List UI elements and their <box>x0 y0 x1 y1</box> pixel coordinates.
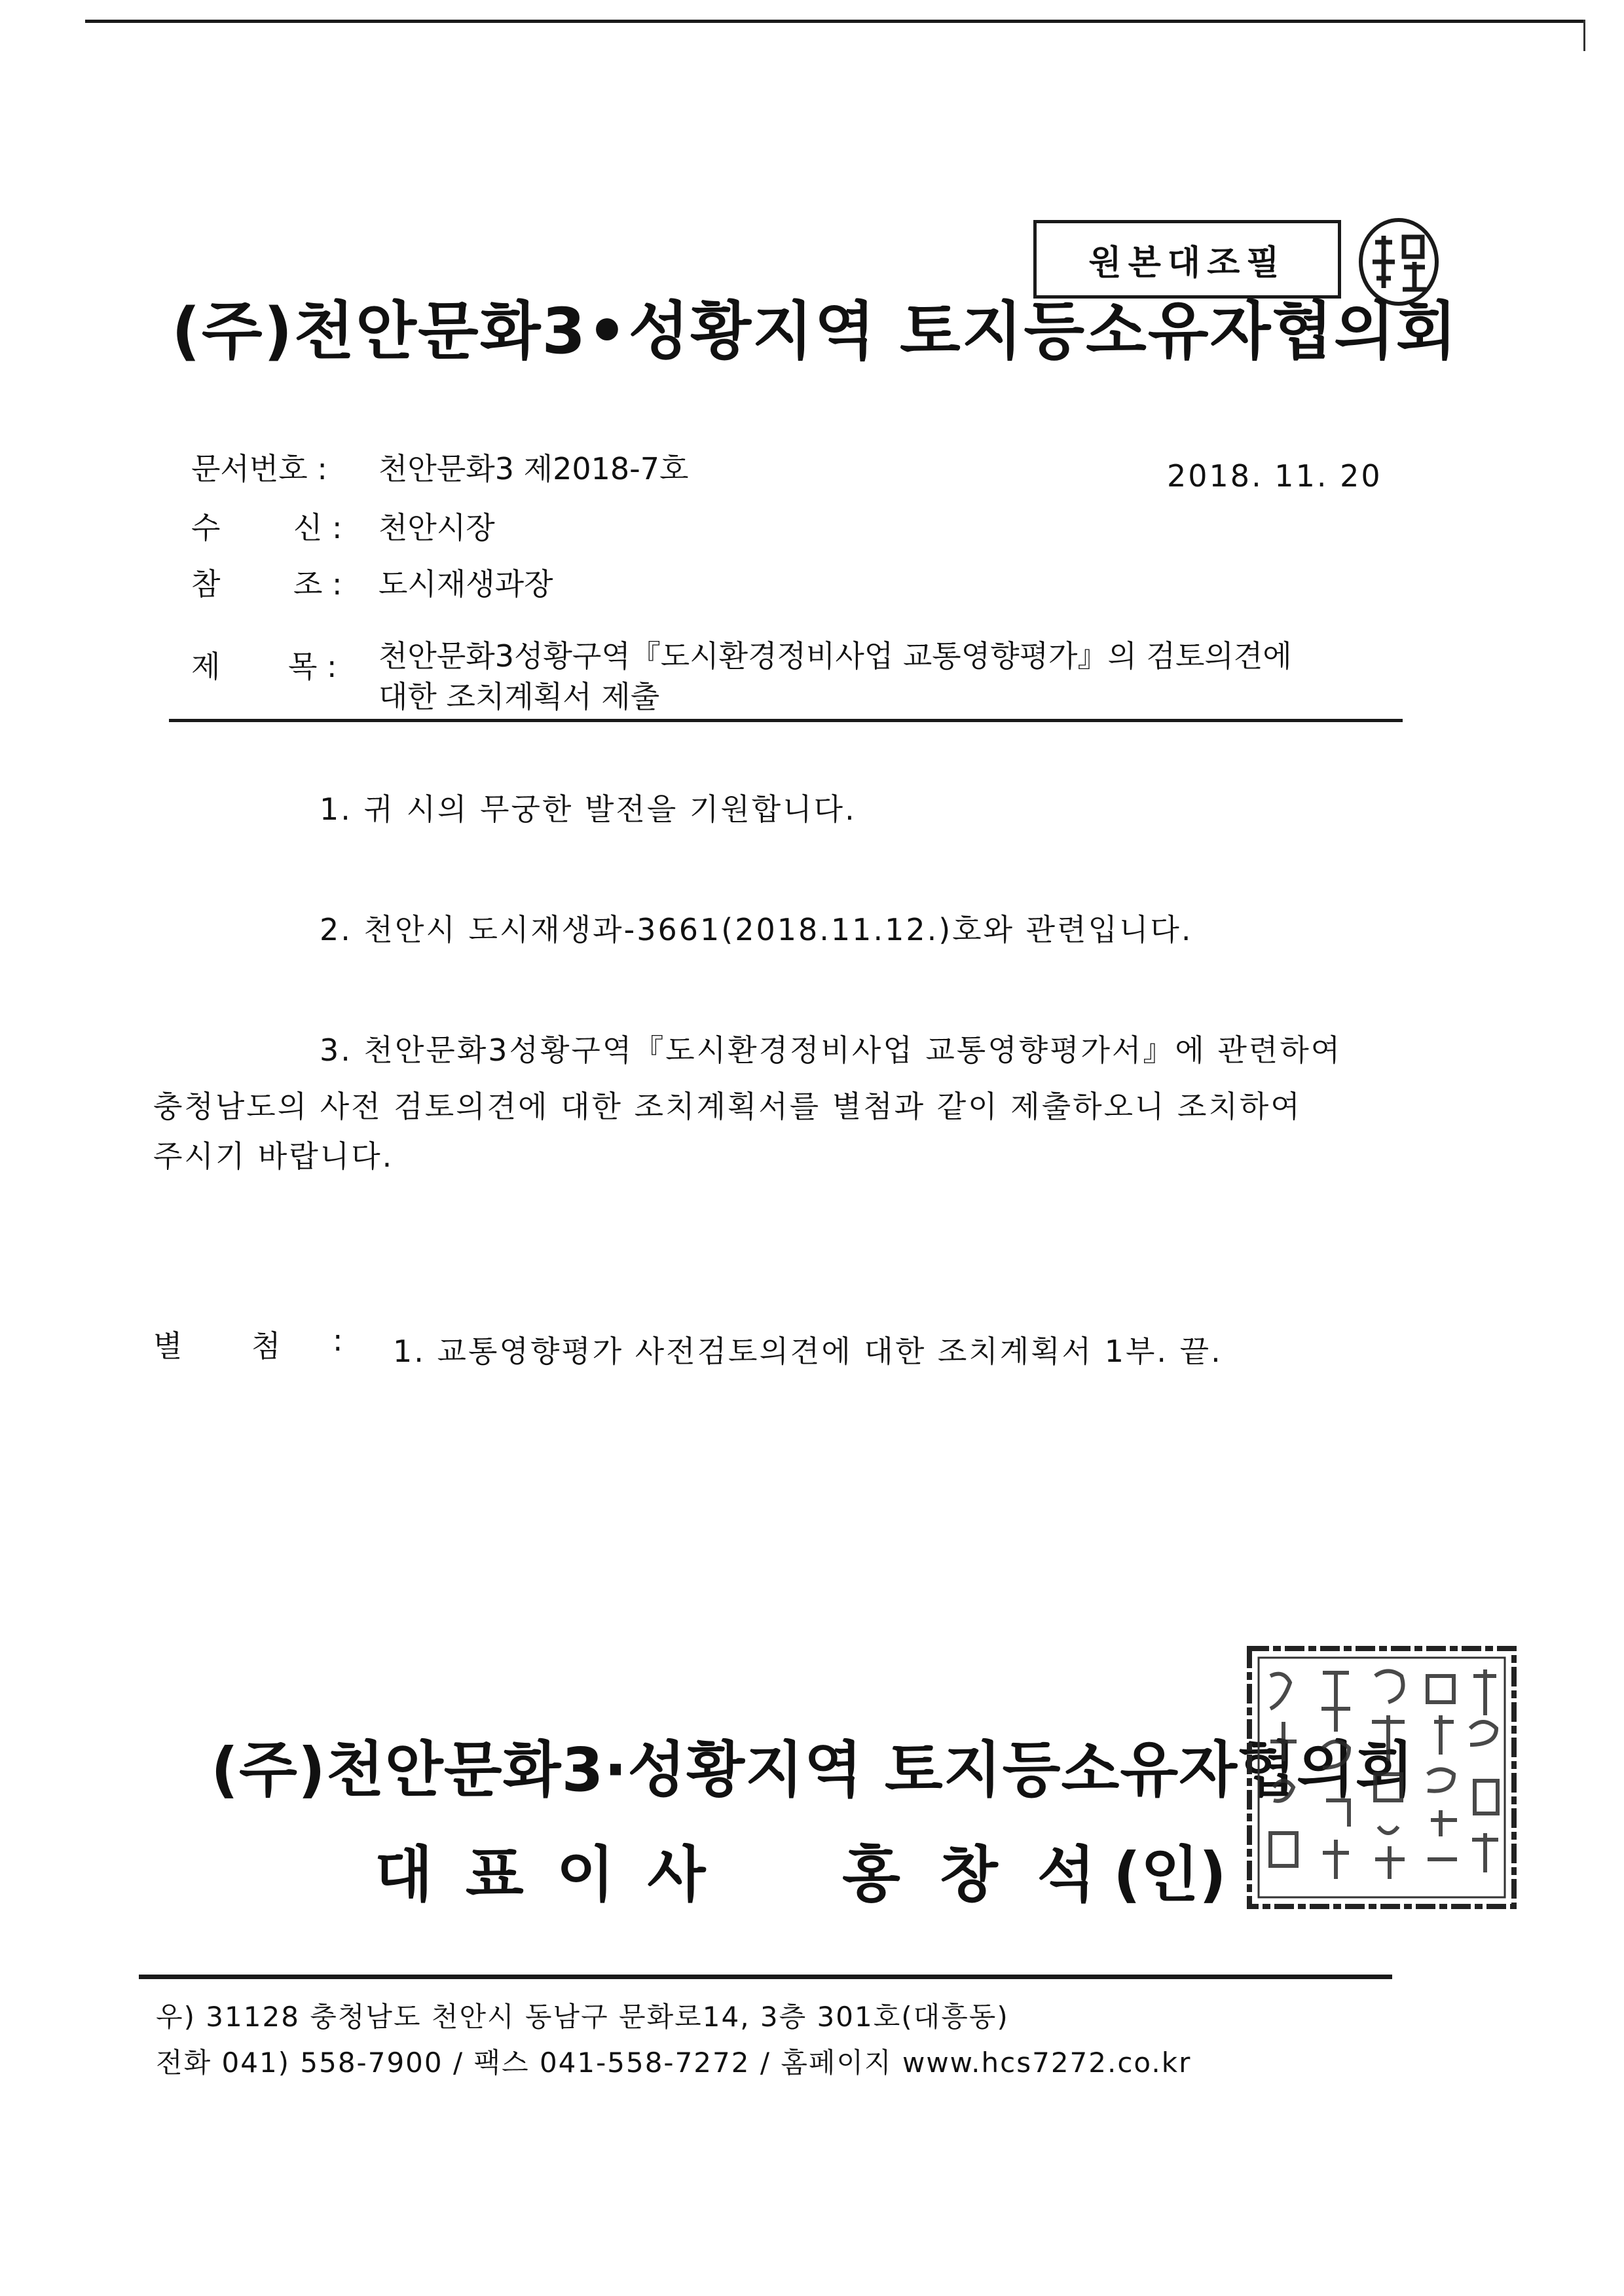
subject-line-1: 천안문화3성황구역『도시환경정비사업 교통영향평가』의 검토의견에 <box>378 638 1292 674</box>
recipient-label: 수 <box>191 510 221 545</box>
paragraph-3-line-2: 충청남도의 사전 검토의견에 대한 조치계획서를 별첨과 같이 제출하오니 조치하여 <box>153 1089 1302 1124</box>
doc-number-label: 문서번호 : <box>191 451 327 486</box>
sender-organization: (주)천안문화3·성황지역 토지등소유자협의회 <box>211 1735 1414 1805</box>
ceo-name: 홍창석 <box>842 1840 1135 1910</box>
footer-contact: 전화 041) 558-7900 / 팩스 041-558-7272 / 홈페이지 www.hcs7272.co.kr <box>156 2047 1192 2079</box>
ceo-seal-mark: (인) <box>1113 1840 1227 1910</box>
recipient: 천안시장 <box>378 510 495 545</box>
attachment-colon: : <box>333 1322 345 1358</box>
reference-label-tail: 조 : <box>293 566 342 602</box>
recipient-label-tail: 신 : <box>293 510 342 545</box>
letterhead-title: (주)천안문화3•성황지역 토지등소유자협의회 <box>172 295 1458 368</box>
reference: 도시재생과장 <box>378 566 553 602</box>
original-copy-stamp: 원본대조필 <box>1033 220 1341 299</box>
corporate-seal <box>1244 1643 1519 1912</box>
doc-date: 2018. 11. 20 <box>1167 458 1382 494</box>
subject-label-tail: 목 : <box>288 649 337 684</box>
paragraph-3-line-3: 주시기 바랍니다. <box>153 1139 394 1174</box>
paragraph-2: 2. 천안시 도시재생과-3661(2018.11.12.)호와 관련입니다. <box>320 912 1193 947</box>
attachment-label: 별 <box>153 1328 185 1364</box>
footer-address: 우) 31128 충청남도 천안시 동남구 문화로14, 3층 301호(대흥동) <box>156 2001 1009 2033</box>
footer-divider <box>139 1975 1392 1979</box>
subject-label: 제 <box>191 649 221 684</box>
ceo-title: 대표이사 <box>375 1840 739 1910</box>
subject-line-2: 대한 조치계획서 제출 <box>378 679 660 714</box>
reference-label: 참 <box>191 566 221 602</box>
attachment-label-tail: 첨 <box>251 1328 283 1364</box>
attachment-text: 1. 교통영향평가 사전검토의견에 대한 조치계획서 1부. 끝. <box>393 1334 1223 1369</box>
doc-number: 천안문화3 제2018-7호 <box>378 451 689 486</box>
scan-edge-mark <box>1583 20 1585 51</box>
paragraph-3-line-1: 3. 천안문화3성황구역『도시환경정비사업 교통영향평가서』에 관련하여 <box>320 1032 1342 1068</box>
header-divider <box>169 719 1403 722</box>
paragraph-1: 1. 귀 시의 무궁한 발전을 기원합니다. <box>320 792 857 827</box>
scan-top-border <box>85 20 1585 23</box>
